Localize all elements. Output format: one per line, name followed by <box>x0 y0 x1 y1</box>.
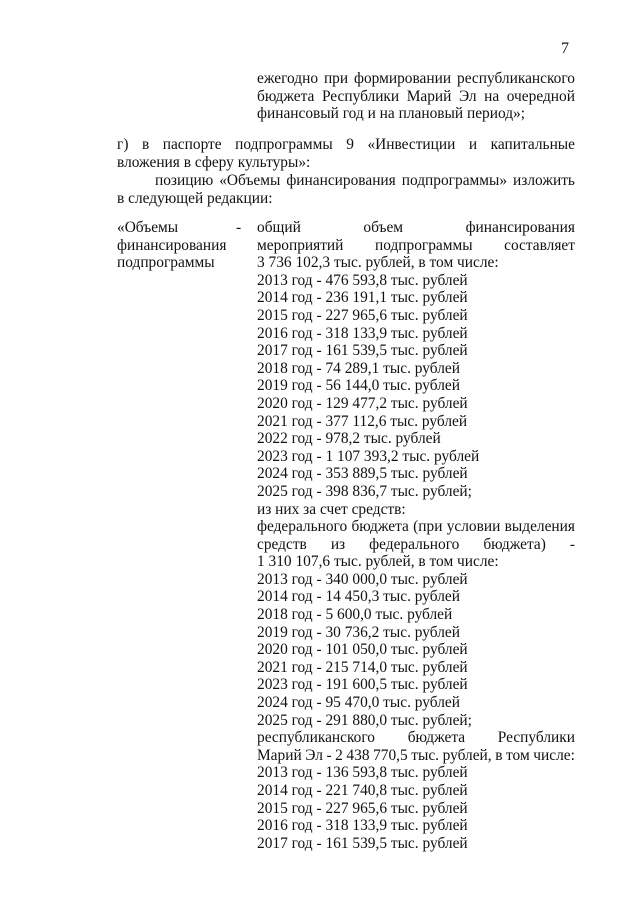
financing-detail-line: 2025 год - 291 880,0 тыс. рублей; <box>257 711 472 729</box>
financing-detail-line: 3 736 102,3 тыс. рублей, в том числе: <box>257 254 499 272</box>
word: средств <box>257 535 307 553</box>
financing-detail-line: 2019 год - 56 144,0 тыс. рублей <box>257 377 460 395</box>
word: числе: <box>533 746 575 764</box>
financing-detail-line <box>257 518 575 536</box>
paragraph-g-line <box>117 136 575 154</box>
word: «Объемы <box>219 172 281 189</box>
financing-detail-line <box>257 237 575 255</box>
word: ежегодно <box>257 70 319 87</box>
word: в <box>495 746 503 764</box>
word: г) <box>117 136 129 153</box>
financing-detail-line: 2018 год - 5 600,0 тыс. рублей <box>257 606 453 624</box>
financing-detail-line: 2024 год - 353 889,5 тыс. рублей <box>257 465 468 483</box>
intro-paragraph <box>257 70 575 123</box>
word: финансирования <box>465 219 575 236</box>
word: изложить <box>513 172 575 189</box>
word: и <box>468 136 478 153</box>
financing-detail-line: 2014 год - 236 191,1 тыс. рублей <box>257 289 468 307</box>
financing-label-column <box>117 219 249 272</box>
word: республиканского <box>257 729 375 747</box>
word: 9 <box>346 136 354 153</box>
financing-detail-line <box>257 729 575 747</box>
financing-detail-line: 2017 год - 161 539,5 тыс. рублей <box>257 342 468 360</box>
word: Республики <box>497 729 575 747</box>
paragraph-position-line: в следующей редакции: <box>117 190 273 207</box>
financing-detail-line: 2019 год - 30 736,2 тыс. рублей <box>257 623 460 641</box>
word: подпрограммы» <box>401 172 508 189</box>
financing-detail-line <box>257 219 575 237</box>
word: рублей, <box>442 746 492 764</box>
financing-detail-line: 2016 год - 318 133,9 тыс. рублей <box>257 817 468 835</box>
page-number: 7 <box>561 40 569 57</box>
financing-detail-line: 2015 год - 227 965,6 тыс. рублей <box>257 306 468 324</box>
financing-detail-line: 2017 год - 161 539,5 тыс. рублей <box>257 834 468 852</box>
word: республиканского <box>457 70 575 87</box>
paragraph-g <box>117 136 575 154</box>
financing-detail-line: 2023 год - 191 600,5 тыс. рублей <box>257 676 468 694</box>
paragraph-position-line <box>155 172 575 190</box>
financing-detail-line: 2021 год - 377 112,6 тыс. рублей <box>257 412 468 430</box>
financing-detail-line: 2022 год - 978,2 тыс. рублей <box>257 430 441 448</box>
financing-detail-line: 2018 год - 74 289,1 тыс. рублей <box>257 359 460 377</box>
word: 438 <box>346 746 370 764</box>
word: составляет <box>504 236 575 254</box>
paragraph-position-continuation <box>117 190 273 208</box>
financing-detail-line: 2014 год - 14 450,3 тыс. рублей <box>257 588 460 606</box>
paragraph-position <box>155 172 575 190</box>
word: из <box>330 535 346 553</box>
word: общий <box>257 219 301 236</box>
word: позицию <box>155 172 214 189</box>
financing-detail-line: 2013 год - 340 000,0 тыс. рублей <box>257 570 468 588</box>
financing-label-line: финансирования <box>117 236 227 254</box>
word: выделения <box>504 518 575 536</box>
word: федерального <box>257 518 348 536</box>
word: 770,5 <box>373 746 408 764</box>
paragraph-g-continuation <box>117 154 310 172</box>
word: условии <box>446 518 501 536</box>
word: бюджета <box>351 518 409 536</box>
financing-detail-line <box>257 747 575 765</box>
word: Эл <box>458 87 477 105</box>
word: федерального <box>369 535 460 553</box>
word: Эл <box>305 746 323 764</box>
financing-detail-line: 2020 год - 101 050,0 тыс. рублей <box>257 641 468 659</box>
financing-detail-line: 2013 год - 476 593,8 тыс. рублей <box>257 271 468 289</box>
financing-detail-line: 2013 год - 136 593,8 тыс. рублей <box>257 764 468 782</box>
financing-detail-line: 2023 год - 1 107 393,2 тыс. рублей <box>257 447 480 465</box>
word: на <box>484 87 500 105</box>
financing-detail-line: 2020 год - 129 477,2 тыс. рублей <box>257 394 468 412</box>
intro-line <box>257 88 575 106</box>
financing-detail-line: 1 310 107,6 тыс. рублей, в том числе: <box>257 553 499 571</box>
word: Республики <box>321 87 400 105</box>
word: Марий <box>257 746 302 764</box>
word: мероприятий <box>257 236 344 254</box>
word: - <box>326 746 332 764</box>
word: 2 <box>335 746 343 764</box>
financing-detail-line: 2014 год - 221 740,8 тыс. рублей <box>257 782 468 799</box>
word: паспорте <box>162 136 222 153</box>
word: бюджета <box>407 729 466 747</box>
intro-line <box>257 70 575 88</box>
financing-detail-line: из них за счет средств: <box>257 500 406 518</box>
word: тыс. <box>411 746 440 764</box>
financing-label-line: подпрограммы <box>117 254 215 272</box>
paragraph-g-line: вложения в сферу культуры»: <box>117 154 311 171</box>
financing-detail-line: 2024 год - 95 470,0 тыс. рублей <box>257 694 460 712</box>
word: очередной <box>506 87 575 105</box>
financing-detail-line: 2016 год - 318 133,9 тыс. рублей <box>257 324 468 342</box>
word: - <box>569 535 575 553</box>
intro-line: финансовый год и на плановый период»; <box>257 105 526 123</box>
word: бюджета <box>257 87 315 105</box>
word: «Инвестиции <box>367 136 456 153</box>
word: при <box>323 70 349 87</box>
word: финансирования <box>286 172 396 189</box>
word: в <box>141 136 150 153</box>
word: (при <box>413 518 443 536</box>
word: подпрограммы <box>374 236 473 254</box>
financing-detail-line: 2025 год - 398 836,7 тыс. рублей; <box>257 482 472 500</box>
word: Марий <box>406 87 452 105</box>
word: капитальные <box>490 136 575 153</box>
financing-detail-line <box>257 536 575 554</box>
word: бюджета) <box>483 535 546 553</box>
word: объем <box>363 219 404 236</box>
financing-detail-line: 2015 год - 227 965,6 тыс. рублей <box>257 799 468 817</box>
word: том <box>506 746 530 764</box>
financing-detail-line: 2021 год - 215 714,0 тыс. рублей <box>257 658 468 676</box>
word: подпрограммы <box>235 136 333 153</box>
financing-details-column <box>257 219 575 852</box>
word: формировании <box>354 70 452 87</box>
label-dash: - <box>236 219 242 236</box>
financing-label-line: «Объемы <box>117 219 179 236</box>
